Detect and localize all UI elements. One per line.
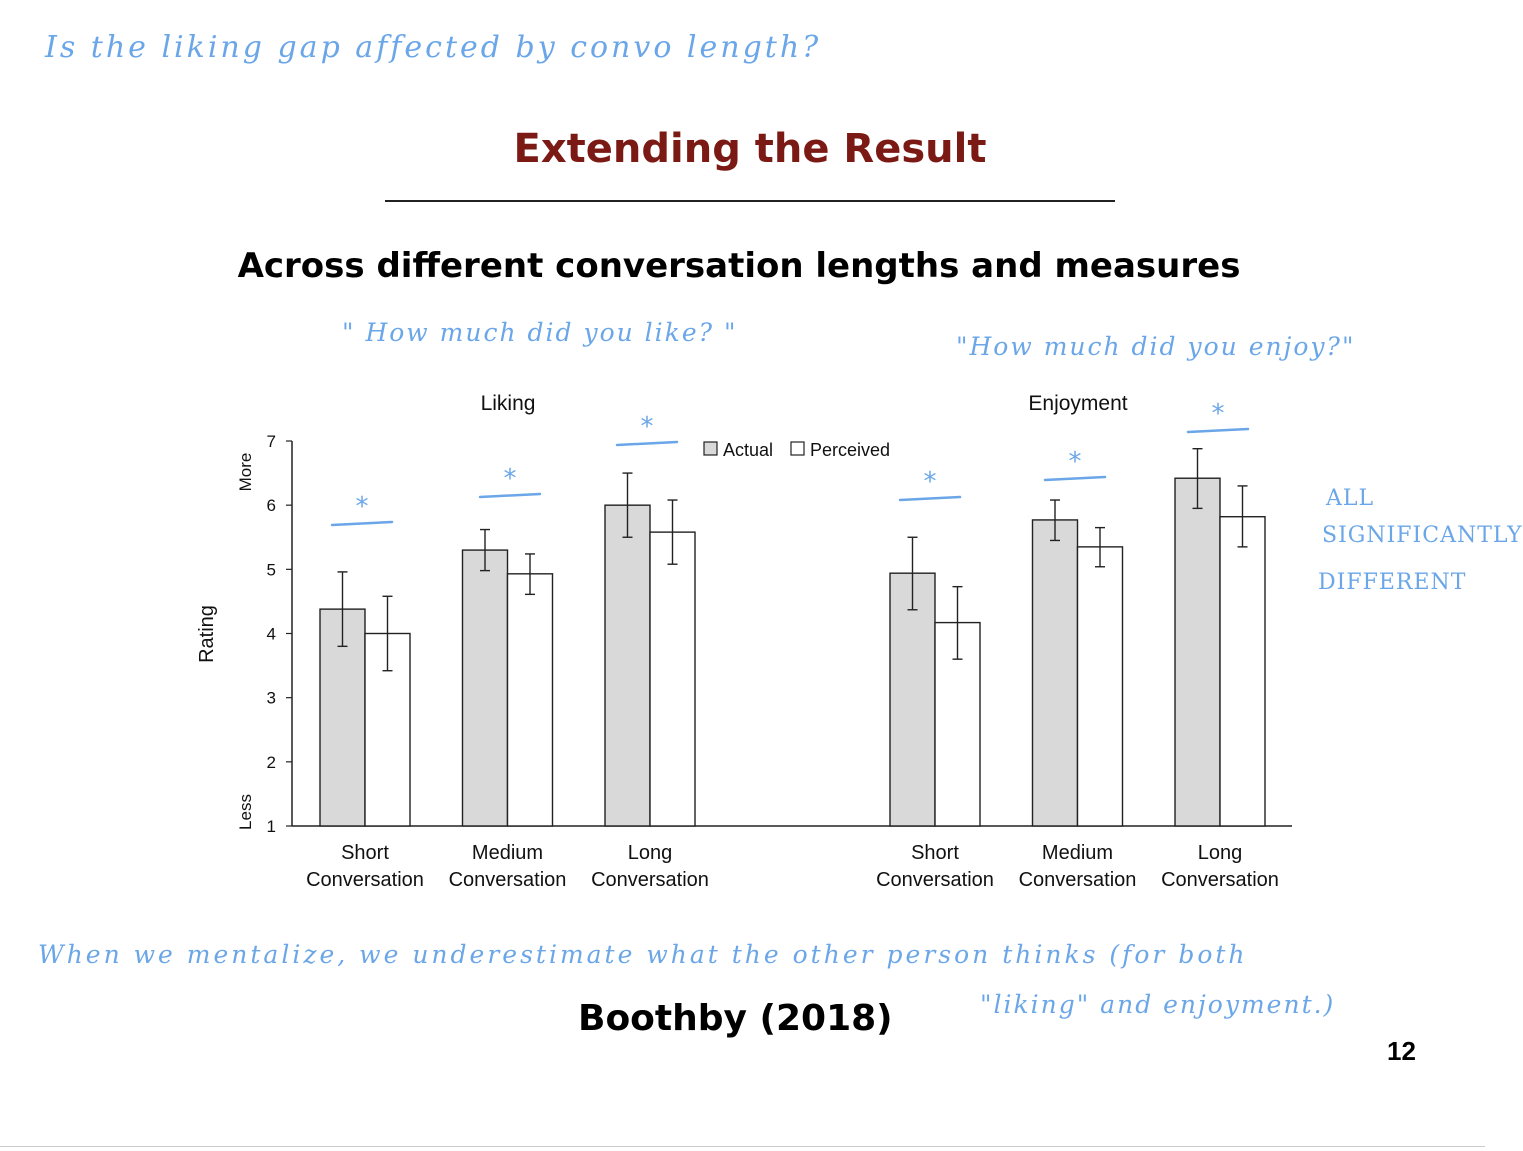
- bar-actual: [463, 550, 508, 826]
- significance-underline: [900, 497, 960, 500]
- significance-underline: [1045, 477, 1105, 480]
- legend: [704, 440, 890, 460]
- bar-chart: [0, 380, 1320, 900]
- citation: Boothby (2018): [578, 998, 893, 1039]
- title-divider: [385, 200, 1115, 202]
- y-tick-label: 1: [266, 817, 276, 836]
- handwritten-significantly: SIGNIFICANTLY: [1322, 523, 1523, 548]
- y-axis-title: Rating: [196, 605, 218, 663]
- y-tick-label: 6: [266, 496, 276, 516]
- x-tick-label: Long: [1197, 842, 1243, 864]
- significance-mark: *: [1068, 447, 1082, 477]
- x-tick-label: Conversation: [591, 869, 709, 891]
- x-tick-label: Short: [911, 842, 959, 864]
- x-tick-label: Short: [341, 842, 389, 864]
- y-less-label: Less: [236, 794, 255, 830]
- bar-perceived: [508, 574, 553, 826]
- handwritten-note-line1: When we mentalize, we underestimate what the other person thinks (for both: [38, 940, 1248, 969]
- handwritten-liking-question: " How much did you like? ": [342, 318, 738, 347]
- slide-subtitle: Across different conversation lengths and measures: [237, 246, 1241, 286]
- x-tick-label: Conversation: [306, 869, 424, 891]
- y-tick-label: 2: [266, 752, 276, 772]
- bar-perceived: [1220, 517, 1265, 826]
- x-tick-label: Conversation: [1018, 869, 1137, 891]
- y-tick-label: 5: [266, 560, 276, 580]
- bar-actual: [605, 505, 650, 826]
- legend-swatch-perceived: [791, 442, 804, 455]
- handwritten-note-line2: "liking" and enjoyment.): [980, 990, 1336, 1019]
- y-tick-label: 4: [266, 624, 276, 644]
- significance-mark: *: [355, 492, 369, 522]
- legend-swatch-actual: [704, 442, 717, 455]
- significance-mark: *: [640, 412, 654, 442]
- x-tick-label: Conversation: [876, 869, 994, 891]
- significance-underline: [332, 522, 392, 525]
- panel-title-enjoyment: Enjoyment: [1028, 392, 1128, 415]
- panel-title-liking: Liking: [480, 392, 536, 415]
- x-tick-label: Medium: [471, 842, 544, 864]
- page-number: 12: [1387, 1036, 1416, 1066]
- bar-actual: [1175, 478, 1220, 826]
- slide-title: Extending the Result: [513, 126, 987, 172]
- legend-label-perceived: Perceived: [810, 440, 891, 460]
- legend-label-actual: Actual: [723, 440, 774, 460]
- significance-underline: [480, 494, 540, 497]
- handwritten-enjoyment-question: "How much did you enjoy?": [956, 332, 1356, 361]
- significance-mark: *: [1211, 399, 1225, 429]
- handwritten-all: ALL: [1326, 486, 1375, 511]
- y-tick-label: 7: [266, 432, 276, 451]
- bar-actual: [890, 573, 935, 826]
- significance-underline: [617, 442, 677, 445]
- bottom-divider: [0, 1146, 1485, 1147]
- x-tick-label: Conversation: [1161, 869, 1279, 891]
- significance-mark: *: [923, 467, 937, 497]
- bar-perceived: [650, 532, 695, 826]
- y-tick-label: 3: [266, 688, 276, 708]
- y-more-label: More: [236, 452, 255, 492]
- bar-actual: [1033, 520, 1078, 826]
- bar-perceived: [1078, 547, 1123, 826]
- significance-underline: [1188, 429, 1248, 432]
- x-tick-label: Medium: [1041, 842, 1114, 864]
- x-tick-label: Long: [627, 842, 673, 864]
- significance-mark: *: [503, 464, 517, 494]
- handwritten-question-top: Is the liking gap affected by convo length?: [45, 30, 822, 65]
- handwritten-different: DIFFERENT: [1318, 570, 1467, 595]
- x-tick-label: Conversation: [448, 869, 567, 891]
